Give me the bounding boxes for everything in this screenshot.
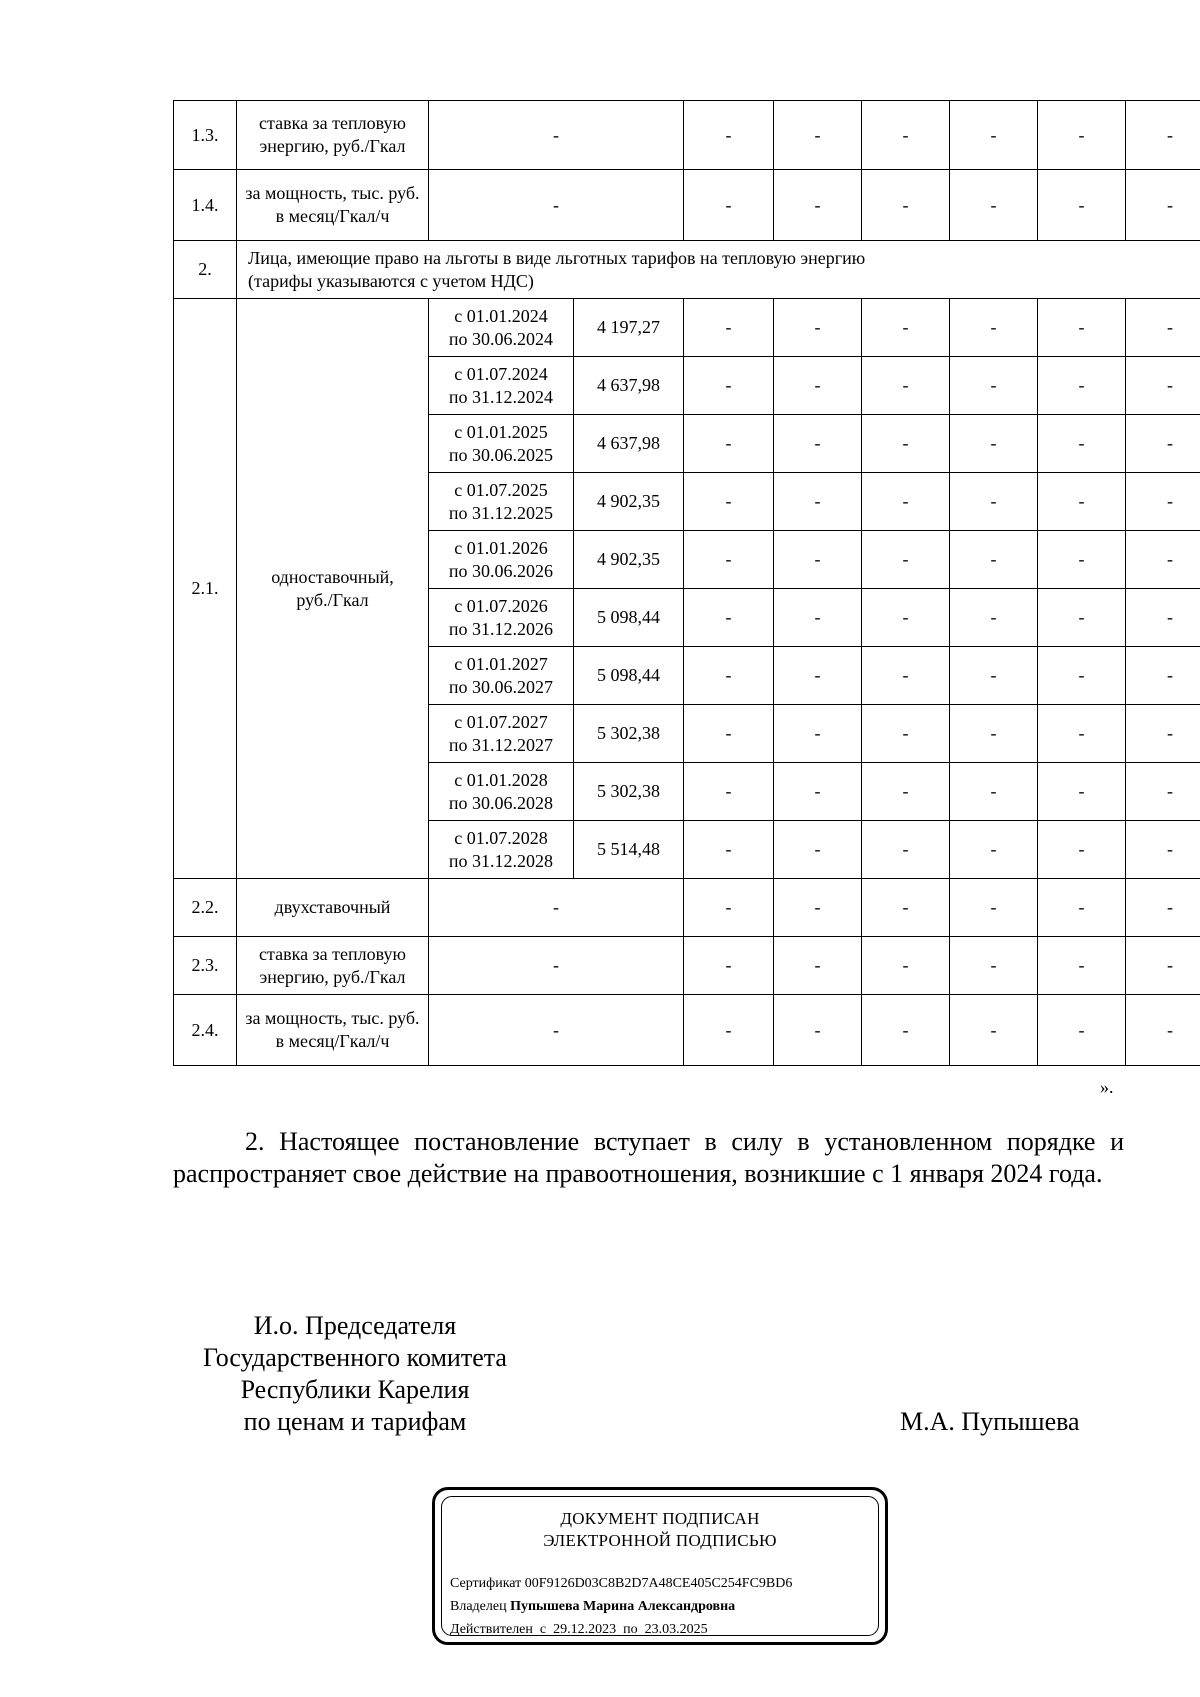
stamp-certificate [450, 1572, 792, 1595]
table-cell: - [862, 473, 950, 531]
period-to: по 31.12.2028 [448, 850, 554, 871]
table-cell: - [774, 357, 862, 415]
table-cell: - [1126, 531, 1200, 589]
stamp-validity-from-prefix: с [539, 1622, 547, 1637]
table-cell: - [774, 705, 862, 763]
section-title [237, 241, 1200, 299]
table-cell: - [774, 299, 862, 357]
row-label [237, 299, 429, 879]
table-cell: - [862, 647, 950, 705]
table-cell: - [429, 101, 684, 170]
stamp-details [450, 1572, 792, 1641]
stamp-validity-label: Действителен [450, 1622, 533, 1637]
table-cell: - [1126, 763, 1200, 821]
table-cell: - [950, 705, 1038, 763]
tariff-value: 4 902,35 [574, 473, 684, 531]
row-number: 2.4. [174, 995, 237, 1066]
table-cell: - [862, 705, 950, 763]
tariff-value: 4 637,98 [574, 415, 684, 473]
period-from: с 01.01.2026 [454, 537, 548, 558]
table-cell: - [1126, 299, 1200, 357]
signer-title [170, 1310, 540, 1438]
table-cell: - [774, 995, 862, 1066]
table-cell: - [774, 170, 862, 241]
table-cell: - [684, 995, 774, 1066]
table-cell: - [1126, 170, 1200, 241]
stamp-heading-line: ДОКУМЕНТ ПОДПИСАН [560, 1509, 760, 1528]
stamp-certificate-value: 00F9126D03C8B2D7A48CE405C254FC9BD6 [524, 1576, 793, 1591]
table-cell: - [950, 170, 1038, 241]
table-cell: - [684, 170, 774, 241]
table-cell: - [862, 170, 950, 241]
tariff-value: 5 302,38 [574, 705, 684, 763]
section-title-line: Лица, имеющие право на льготы в виде льготных тарифов на тепловую энергию [248, 247, 866, 268]
period-from: с 01.07.2028 [454, 827, 548, 848]
table-row [174, 995, 1200, 1066]
period-cell [429, 357, 574, 415]
stamp-certificate-label: Сертификат [450, 1576, 522, 1591]
table-cell: - [950, 299, 1038, 357]
signer-title-line: Государственного комитета [203, 1343, 507, 1372]
period-to: по 30.06.2026 [448, 560, 554, 581]
table-cell: - [1126, 473, 1200, 531]
stamp-validity-from: 29.12.2023 [553, 1622, 617, 1637]
table-cell: - [1038, 299, 1126, 357]
signer-title-line: по ценам и тарифам [243, 1407, 467, 1436]
table-cell: - [1126, 995, 1200, 1066]
period-to: по 30.06.2028 [448, 792, 554, 813]
period-cell [429, 647, 574, 705]
table-cell: - [1126, 357, 1200, 415]
period-cell [429, 705, 574, 763]
period-from: с 01.07.2024 [454, 363, 548, 384]
table-cell: - [429, 879, 684, 937]
table-cell: - [862, 763, 950, 821]
signer-title-line: Республики Карелия [240, 1375, 470, 1404]
period-cell [429, 415, 574, 473]
period-from: с 01.07.2025 [454, 479, 548, 500]
tariff-table [173, 100, 1200, 1066]
table-cell: - [950, 647, 1038, 705]
table-cell: - [774, 937, 862, 995]
table-cell: - [950, 937, 1038, 995]
table-cell: - [862, 821, 950, 879]
table-cell: - [1126, 101, 1200, 170]
table-cell: - [950, 763, 1038, 821]
table-cell: - [862, 101, 950, 170]
table-cell: - [684, 101, 774, 170]
table-row [174, 937, 1200, 995]
table-cell: - [684, 647, 774, 705]
table-cell: - [684, 415, 774, 473]
tariff-table-body [174, 101, 1200, 1066]
row-label: двухставочный [237, 879, 429, 937]
table-cell: - [774, 531, 862, 589]
stamp-validity-to: 23.03.2025 [644, 1622, 708, 1637]
table-cell: - [1126, 415, 1200, 473]
tariff-value: 4 902,35 [574, 531, 684, 589]
table-cell: - [862, 299, 950, 357]
table-cell: - [684, 705, 774, 763]
table-cell: - [862, 415, 950, 473]
table-cell: - [1038, 647, 1126, 705]
tariff-value: 5 302,38 [574, 763, 684, 821]
period-to: по 31.12.2025 [448, 502, 554, 523]
period-from: с 01.01.2028 [454, 769, 548, 790]
period-cell [429, 821, 574, 879]
period-from: с 01.01.2024 [454, 305, 548, 326]
stamp-owner-value: Пупышева Марина Александровна [510, 1599, 736, 1614]
table-cell: - [862, 937, 950, 995]
table-cell: - [1038, 937, 1126, 995]
period-from: с 01.01.2025 [454, 421, 548, 442]
table-cell: - [684, 879, 774, 937]
electronic-signature-stamp [432, 1487, 888, 1645]
table-cell: - [950, 879, 1038, 937]
table-cell: - [684, 763, 774, 821]
stamp-validity-to-prefix: по [623, 1622, 638, 1637]
signer-title-line: И.о. Председателя [253, 1311, 457, 1340]
row-label: за мощность, тыс. руб. в месяц/Гкал/ч [237, 995, 429, 1066]
row-label-line: одноставочный, [271, 566, 394, 587]
tariff-value: 5 098,44 [574, 647, 684, 705]
table-cell: - [950, 357, 1038, 415]
table-cell: - [862, 879, 950, 937]
table-cell: - [862, 531, 950, 589]
period-cell [429, 473, 574, 531]
table-cell: - [950, 995, 1038, 1066]
table-cell: - [684, 589, 774, 647]
period-cell [429, 299, 574, 357]
tariff-value: 4 637,98 [574, 357, 684, 415]
stamp-heading-line: ЭЛЕКТРОННОЙ ПОДПИСЬЮ [543, 1531, 777, 1550]
table-cell: - [862, 357, 950, 415]
table-cell: - [774, 473, 862, 531]
row-number: 2. [174, 241, 237, 299]
row-number: 2.3. [174, 937, 237, 995]
effective-date-paragraph: 2. Настоящее постановление вступает в силу в установленном порядке и распространяет свое действие на правоотношения, возникшие с 1 января 2024 года. [173, 1127, 1124, 1188]
tariff-value: 5 098,44 [574, 589, 684, 647]
table-cell: - [1038, 357, 1126, 415]
period-to: по 30.06.2025 [448, 444, 554, 465]
table-row [174, 170, 1200, 241]
period-to: по 31.12.2026 [448, 618, 554, 639]
table-cell: - [1038, 170, 1126, 241]
table-cell: - [429, 937, 684, 995]
period-to: по 30.06.2027 [448, 676, 554, 697]
tariff-value: 4 197,27 [574, 299, 684, 357]
table-cell: - [774, 763, 862, 821]
table-cell: - [774, 415, 862, 473]
period-row [174, 299, 1200, 357]
row-label: ставка за тепловую энергию, руб./Гкал [237, 101, 429, 170]
period-to: по 31.12.2024 [448, 386, 554, 407]
row-number: 2.1. [174, 299, 237, 879]
period-from: с 01.07.2026 [454, 595, 548, 616]
table-cell: - [950, 101, 1038, 170]
table-cell: - [774, 647, 862, 705]
table-cell: - [1038, 589, 1126, 647]
table-cell: - [1038, 705, 1126, 763]
table-cell: - [684, 937, 774, 995]
table-cell: - [1126, 821, 1200, 879]
stamp-owner-label: Владелец [450, 1599, 507, 1614]
row-label: ставка за тепловую энергию, руб./Гкал [237, 937, 429, 995]
table-cell: - [862, 995, 950, 1066]
table-cell: - [950, 473, 1038, 531]
period-cell [429, 589, 574, 647]
table-cell: - [774, 589, 862, 647]
table-row [174, 879, 1200, 937]
stamp-heading [435, 1508, 885, 1552]
table-cell: - [1038, 879, 1126, 937]
section-row [174, 241, 1200, 299]
table-cell: - [1126, 705, 1200, 763]
table-cell: - [1038, 473, 1126, 531]
table-row [174, 101, 1200, 170]
table-cell: - [950, 531, 1038, 589]
row-number: 1.4. [174, 170, 237, 241]
table-cell: - [1038, 821, 1126, 879]
table-cell: - [1126, 879, 1200, 937]
row-label: за мощность, тыс. руб. в месяц/Гкал/ч [237, 170, 429, 241]
table-cell: - [429, 995, 684, 1066]
table-cell: - [1126, 589, 1200, 647]
table-cell: - [1038, 415, 1126, 473]
table-cell: - [1038, 763, 1126, 821]
table-cell: - [684, 357, 774, 415]
table-cell: - [774, 879, 862, 937]
table-cell: - [862, 589, 950, 647]
table-cell: - [950, 415, 1038, 473]
table-cell: - [774, 101, 862, 170]
closing-quote: ». [1100, 1077, 1114, 1097]
table-cell: - [774, 821, 862, 879]
table-cell: - [950, 821, 1038, 879]
table-cell: - [1038, 995, 1126, 1066]
row-number: 2.2. [174, 879, 237, 937]
stamp-validity [450, 1618, 792, 1641]
table-cell: - [429, 170, 684, 241]
period-from: с 01.01.2027 [454, 653, 548, 674]
row-number: 1.3. [174, 101, 237, 170]
table-cell: - [684, 299, 774, 357]
stamp-owner [450, 1595, 792, 1618]
table-cell: - [1038, 101, 1126, 170]
table-cell: - [1126, 647, 1200, 705]
signer-name: М.А. Пупышева [900, 1407, 1080, 1436]
period-from: с 01.07.2027 [454, 711, 548, 732]
section-title-line: (тарифы указываются с учетом НДС) [248, 270, 534, 291]
period-to: по 30.06.2024 [448, 328, 554, 349]
table-cell: - [684, 473, 774, 531]
row-label-line: руб./Гкал [296, 589, 369, 610]
period-cell [429, 763, 574, 821]
table-cell: - [1126, 937, 1200, 995]
tariff-value: 5 514,48 [574, 821, 684, 879]
table-cell: - [684, 821, 774, 879]
period-cell [429, 531, 574, 589]
period-to: по 31.12.2027 [448, 734, 554, 755]
table-cell: - [684, 531, 774, 589]
table-cell: - [1038, 531, 1126, 589]
table-cell: - [950, 589, 1038, 647]
